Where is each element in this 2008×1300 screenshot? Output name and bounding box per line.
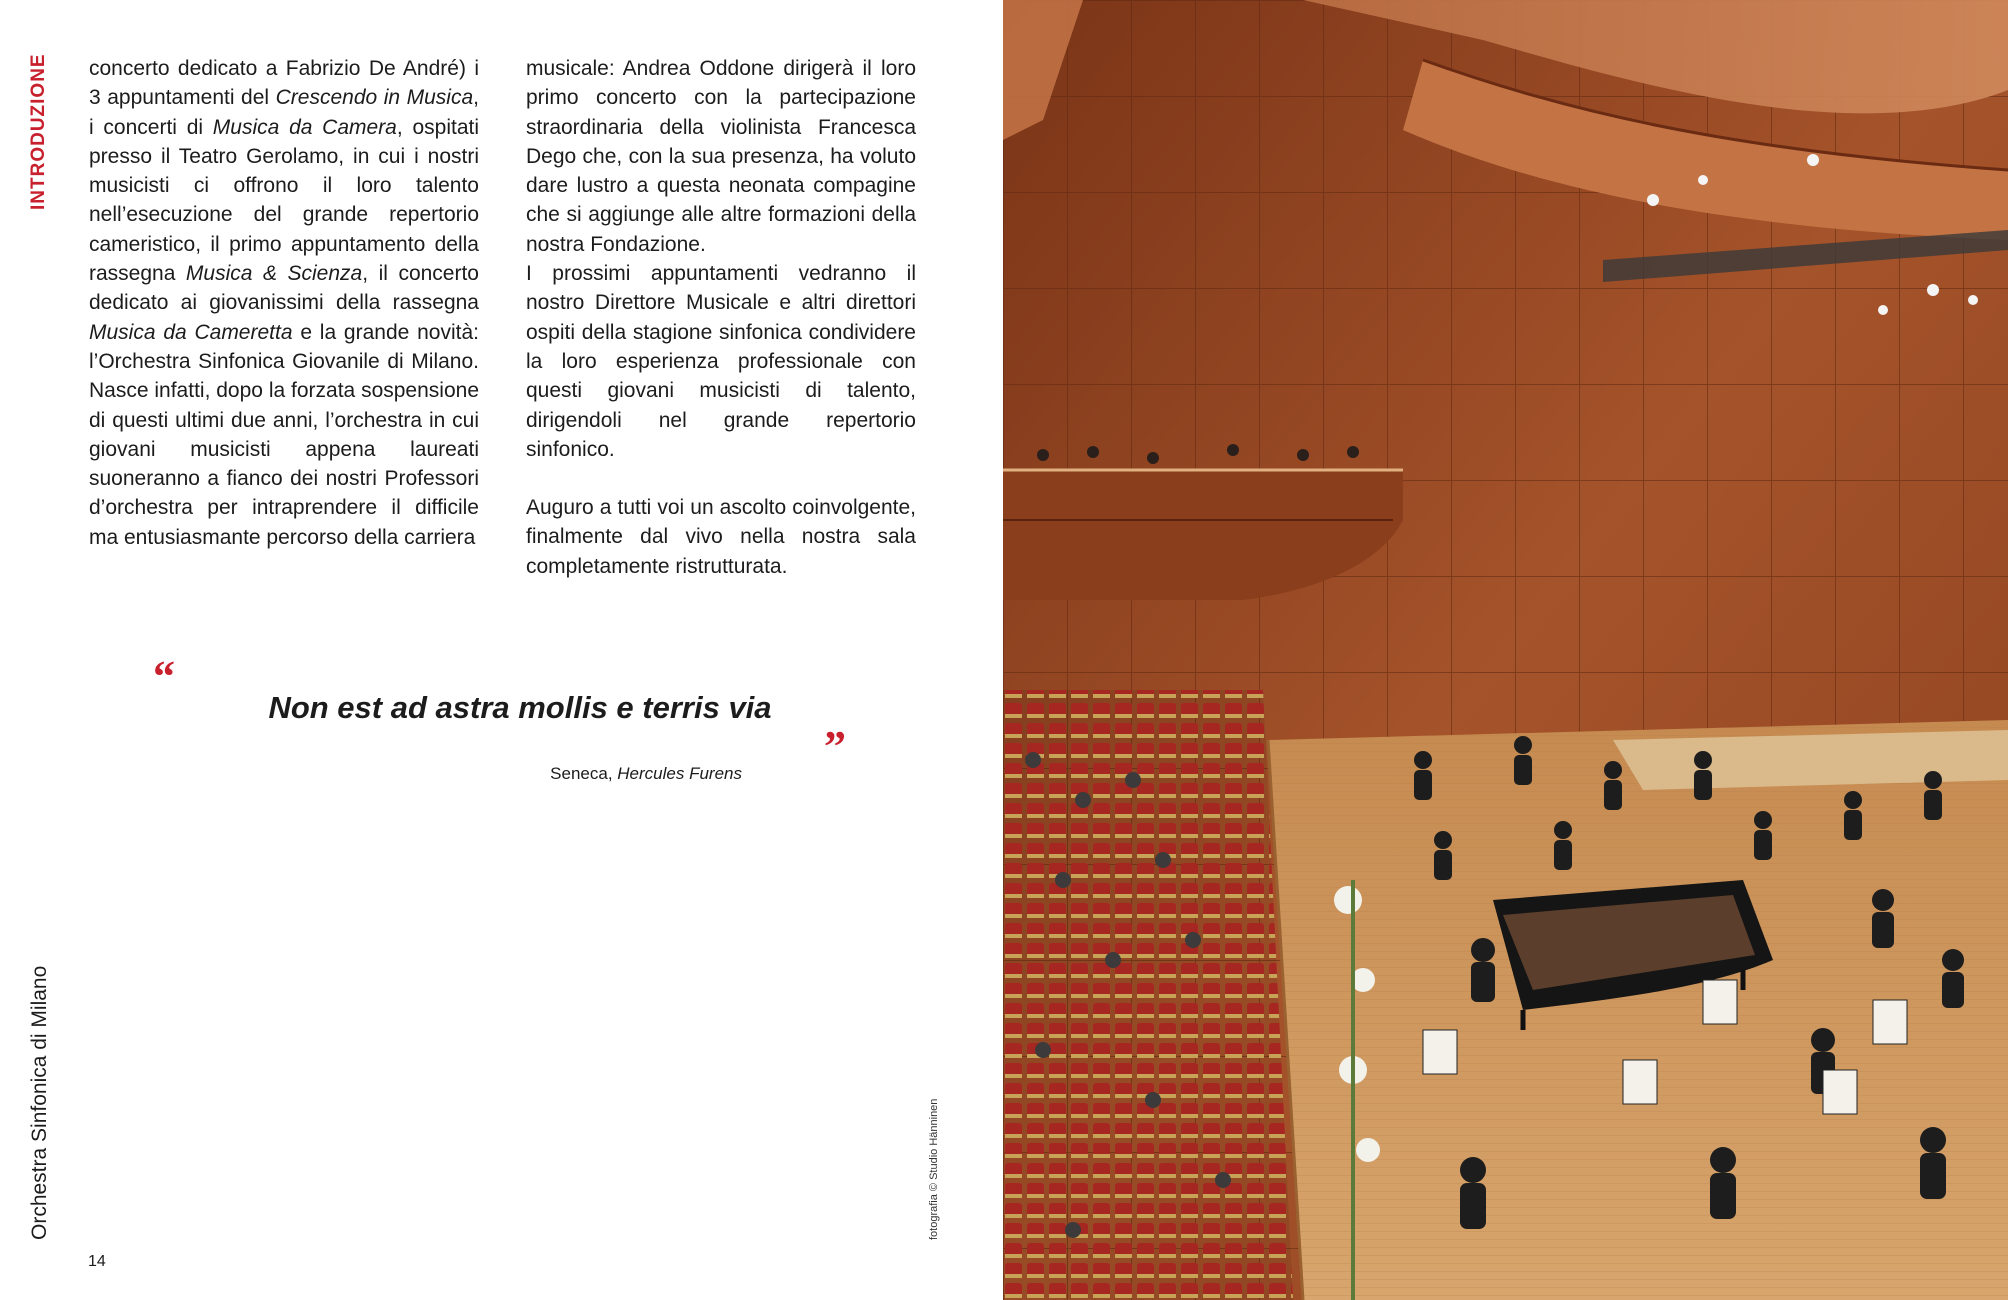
text-column-2 — [526, 54, 916, 581]
page-number: 14 — [88, 1253, 106, 1270]
text-run: , ospitati presso il Teatro Gerolamo, in cui i nostri musicisti ci offrono il loro talento nell’esecuzione del grande repertorio cameristico, il primo appuntamento della rassegna — [89, 115, 479, 286]
paragraph — [89, 54, 479, 552]
paragraph: Auguro a tutti voi un ascolto coinvolgente, finalmente dal vivo nella nostra sala completamente ristrutturata. — [526, 496, 916, 578]
quote-open-mark: “ — [153, 652, 175, 701]
text-run: e la grande novità: l’Orchestra Sinfonica Giovanile di Milano. Nasce infatti, dopo la forzata sospensione di questi ultimi due anni, l’orchestra in cui giovani musicisti appena laureati suoneranno a fianco dei nostri Professori d’orchestra per intraprendere il difficile ma entusiasmante percorso della carriera — [89, 320, 479, 549]
left-page — [0, 0, 1000, 1300]
series-title: Musica da Camera — [212, 115, 397, 139]
quote-close-mark: ” — [824, 722, 846, 771]
concert-hall-photo — [1003, 0, 2008, 1300]
pull-quote: Non est ad astra mollis e terris via — [268, 690, 772, 725]
series-title: Crescendo in Musica — [275, 86, 474, 110]
quote-author: Seneca, — [550, 764, 618, 783]
quote-attribution — [440, 764, 742, 784]
organization-label: Orchestra Sinfonica di Milano — [28, 965, 51, 1240]
photo-credit: fotografia © Studio Hänninen — [928, 1098, 940, 1240]
paragraph: I prossimi appuntamenti vedranno il nostro Direttore Musicale e altri direttori ospiti della stagione sinfonica condividere la loro esperienza professionale con questi giovani musicisti di talento, dirigendoli nel grande repertorio sinfonico. — [526, 262, 916, 461]
series-title: Musica & Scienza — [185, 262, 363, 286]
paragraph: musicale: Andrea Oddone dirigerà il loro primo concerto con la partecipazione straordinaria della violinista Francesca Dego che, con la sua presenza, ha voluto dare lustro a questa neonata compagine che si aggiunge alle altre formazioni della nostra Fondazione. — [526, 57, 916, 256]
series-title: Musica da Cameretta — [89, 320, 293, 344]
text-run: , i concerti di — [89, 86, 479, 139]
quote-work: Hercules Furens — [617, 764, 742, 783]
text-run: , il concerto dedicato ai giovanissimi della rassegna — [89, 262, 479, 315]
text-run: concerto dedicato a Fabrizio De André) i 3 appuntamenti del — [89, 57, 479, 110]
section-label: INTRODUZIONE — [28, 53, 49, 210]
text-column-1 — [89, 54, 479, 552]
